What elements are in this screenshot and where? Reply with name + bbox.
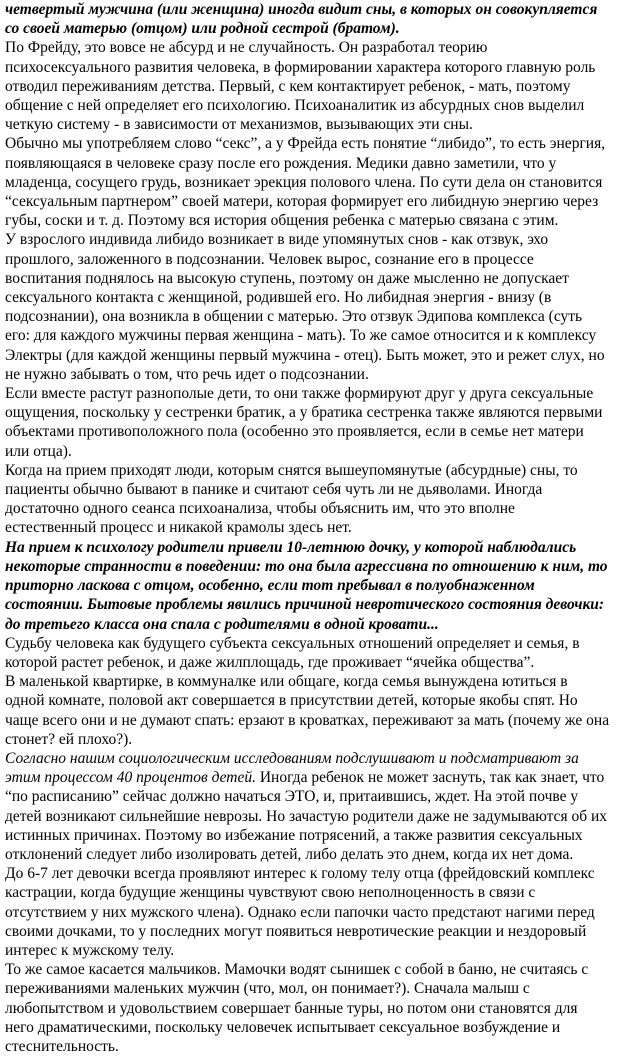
paragraph-12: То же самое касается мальчиков. Мамочки водят сынишек с собой в баню, не считаясь с переживаниями маленьких мужчин (что, мол, он понимает?). Сначала малыш с любопытством и удовольствием совершает банные туры, но потом они становятся для него драматическими, поскольку человечек испытывает сексуальное возбуждение и стеснительность. xyxy=(5,961,589,1055)
paragraph-4: У взрослого индивида либидо возникает в виде упомянутых снов - как отзвук, эхо прошлого, заложенного в подсознании. Человек вырос, сознание его в процессе воспитания поднялось на высокую ступень, поэтому он даже мысленно не допускает сексуального контакта с женщиной, родившей его. Но либидная энергия - внизу (в подсознании), она возникла в общении с матерью. Это отзвук Эдипова комплекса (суть его: для каждого мужчины первая женщина - мать). То же самое относится и к комплексу Электры (для каждой женщины первый мужчина - отец). Быть может, это и режет слух, но не нужно забывать о том, что речь идет о подсознании. xyxy=(5,231,605,383)
paragraph-11: До 6-7 лет девочки всегда проявляют интерес к голому телу отца (фрейдовский комплекс кастрации, когда будущие женщины чувствуют свою неполноценность в связи с отсутствием у них мужского члена). Однако если папочки часто предстают нагими перед своими дочками, то у последних могут появиться невротические реакции и нездоровый интерес к мужскому телу. xyxy=(5,865,595,959)
paragraph-2: По Фрейду, это вовсе не абсурд и не случайность. Он разработал теорию психосексуального развития человека, в формировании характера которого главную роль отводил переживаниям детства. Первый, с кем контактирует ребенок, - мать, поэтому общение с ней определяет его психологию. Психоаналитик из абсурдных снов выделил четкую систему - в зависимости от механизмов, вызывающих эти сны. xyxy=(5,39,596,134)
paragraph-7 xyxy=(5,538,610,634)
paragraph-3: Обычно мы употребляем слово “секс”, а у Фрейда есть понятие “либидо”, то есть энергия, появляющаяся в человеке сразу после его рождения. Медики давно заметили, что у младенца, сосущего грудь, возникает эрекция полового члена. По сути дела он становится “сексуальным партнером” своей матери, которая формирует его либидную энергию через губы, соски и т. д. Поэтому вся история общения ребенка с матерью связана с этим. xyxy=(5,135,606,230)
paragraph-1-emphasis: четвертый мужчина (или женщина) иногда видит сны, в которых он совокупляется со своей матерью (отцом) или родной сестрой (братом). xyxy=(5,1,598,38)
paragraph-10-italic: Согласно нашим социологическим исследованиям подслушивают и подсматривают за этим процессом 40 процентов детей. xyxy=(5,749,579,787)
paragraph-9: В маленькой квартирке, в коммуналке или общаге, когда семья вынуждена ютиться в одной комнате, половой акт совершается в присутствии детей, которые якобы спят. Но чаще всего они и не думают спать: ерзают в кроватках, переживают за мать (почему же она стонет? ей плохо?). xyxy=(5,673,610,748)
paragraph-5: Если вместе растут разнополые дети, то они также формируют друг у друга сексуальные ощущения, поскольку у сестренки братик, а у братика сестренка также являются первыми объектами противоположного пола (особенно это проявляется, если в семье нет матери или отца). xyxy=(5,385,603,460)
paragraph-7-emphasis: На прием к психологу родители привели 10-летнюю дочку, у которой наблюдались некоторые странности в поведении: то она была агрессивна по отношению к ним, то приторно ласкова с отцом, особенно, если тот пребывал в полуобнаженном состоянии. Бытовые проблемы явились причиной невротического состояния девочки: до третьего класса она спала с родителями в одной кровати... xyxy=(5,538,608,633)
paragraph-10-text: Иногда ребенок не может заснуть, так как знает, что “по расписанию” сейчас должно начаться ЭТО, и, притаившись, ждет. На этой почве у детей возникают сильнейшие неврозы. Но зачастую родители даже не задумываются об их истинных причинах. Поэтому во избежание потрясений, а также развития сексуальных отклонений следует либо изолировать детей, либо делать это днем, когда их нет дома. xyxy=(5,769,608,863)
paragraph-1 xyxy=(5,0,610,38)
paragraph-8: Судьбу человека как будущего субъекта сексуальных отношений определяет и семья, в которой растет ребенок, и даже жилплощадь, где проживает “ячейка общества”. xyxy=(5,634,580,671)
paragraph-6: Когда на прием приходят люди, которым снятся вышеупомянутые (абсурдные) сны, то пациенты обычно бывают в панике и считают себя чуть ли не дьяволами. Иногда достаточно одного сеанса психоанализа, чтобы объяснить им, что это вполне естественный процесс и никакой крамолы здесь нет. xyxy=(5,461,578,537)
paragraph-10 xyxy=(5,749,610,864)
